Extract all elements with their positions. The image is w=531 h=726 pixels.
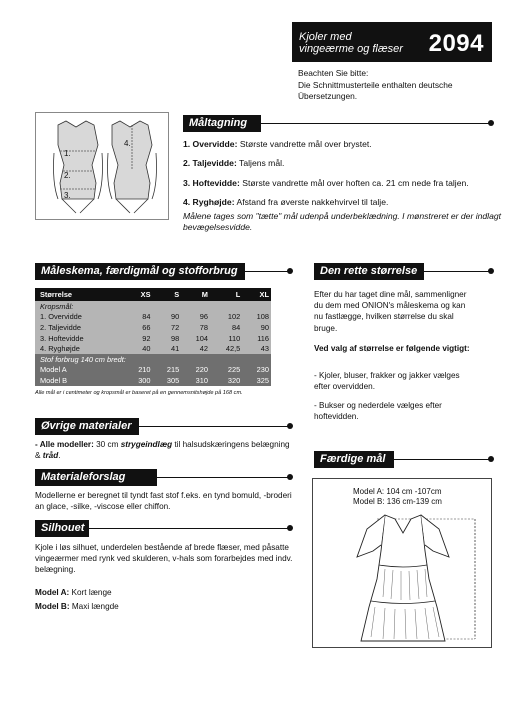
other-materials-text-c: . [58, 451, 61, 461]
silhouette-heading: Silhouet [35, 520, 89, 537]
cell: 310 [195, 375, 208, 385]
cell: 325 [256, 375, 269, 385]
finished-model-b: Model B: 136 cm-139 cm [353, 497, 442, 506]
silhouette-rule [89, 528, 291, 529]
measure-item-2 [183, 158, 284, 169]
pattern-title-line1: Kjoler med [299, 31, 352, 43]
front-label-3: 3. [64, 191, 71, 200]
cell: 210 [138, 365, 151, 375]
silhouette-text: Kjole i løs silhuet, underdelen bestående af brede flæser, med påsatte vingeærmer med rynk ved skulderen, v-hals som forarbejdes med indv. belægning. [35, 543, 293, 575]
finished-measures-rule [394, 459, 492, 460]
cell: 43 [260, 344, 269, 354]
correct-size-heading: Den rette størrelse [314, 263, 424, 280]
measure-item-1 [183, 139, 372, 150]
row-label: 4. Ryghøjde [40, 344, 80, 354]
table-row [35, 312, 271, 323]
other-materials-interfacing: strygeindlæg [120, 440, 173, 449]
german-note-line1: Beachten Sie bitte: [298, 68, 369, 78]
correct-size-dot [488, 268, 494, 274]
correct-size-choice-heading: Ved valg af størrelse er følgende vigtigt: [314, 344, 470, 353]
pattern-number: 2094 [428, 30, 484, 57]
cell: 104 [195, 333, 208, 343]
table-row [35, 333, 271, 344]
cell: 66 [142, 322, 151, 332]
size-table-header [35, 288, 271, 301]
size-col-label: Størrelse [40, 290, 73, 299]
size-col-s: S [174, 290, 180, 299]
size-col-l: L [235, 290, 241, 299]
silhouette-model-b [35, 601, 119, 612]
material-suggestion-dot [287, 474, 293, 480]
size-col-m: M [201, 290, 208, 299]
measure-item-1-label: 1. Overvidde: [183, 139, 238, 149]
other-materials-dot [287, 423, 293, 429]
other-materials-text [35, 439, 290, 461]
body-measurements-label: Kropsmål: [40, 301, 74, 311]
measuring-heading: Måltagning [183, 115, 261, 132]
cell: 110 [228, 333, 241, 343]
size-table [35, 288, 271, 386]
cell: 215 [166, 365, 180, 375]
cell: 220 [195, 365, 208, 375]
table-row [35, 343, 271, 354]
measure-item-4-text: Afstand fra øverste nakkehvirvel til talje. [236, 197, 389, 207]
row-label: Model B [40, 375, 68, 385]
measure-note: Målene tages som "tætte" mål udenpå underbeklædning. I mønstreret er der indlagt bevægelsesvidde. [183, 211, 502, 232]
pattern-title-line2: vingeærme og flæser [299, 43, 403, 55]
cell: 90 [171, 312, 180, 322]
other-materials-rule [139, 426, 291, 427]
silhouette-dot [287, 525, 293, 531]
measure-item-2-label: 2. Taljevidde: [183, 158, 237, 168]
correct-size-intro: Efter du har taget dine mål, sammenligner du dem med ONION's måleskema og kan nu fastlægge, hvilken størrelse du skal bruge. [314, 290, 467, 333]
cell: 84 [142, 312, 151, 322]
finished-measures-dot [488, 456, 494, 462]
table-row [35, 365, 271, 376]
german-note [298, 68, 498, 103]
measure-item-3 [183, 178, 469, 189]
cell: 300 [138, 375, 151, 385]
material-suggestion-heading: Materialeforslag [35, 469, 157, 486]
size-col-xl: XL [259, 290, 269, 299]
front-label-1: 1. [64, 149, 71, 158]
cell: 98 [171, 333, 180, 343]
silhouette-model-a [35, 587, 112, 598]
correct-size-bullet-2: - Bukser og nederdele vælges efter hoftevidden. [314, 401, 442, 422]
material-suggestion-text: Modellerne er beregnet til tyndt fast stof f.eks. en tynd bomuld, -broderi an glace, -silke, -viscose eller chiffon. [35, 491, 292, 512]
cell: 72 [171, 322, 180, 332]
row-label: 3. Hoftevidde [40, 333, 84, 343]
measuring-dot [488, 120, 494, 126]
table-row [35, 322, 271, 333]
correct-size-rule [424, 271, 492, 272]
cell: 320 [227, 375, 241, 385]
german-note-line2: Die Schnittmusterteile enthalten deutsche Übersetzungen. [298, 79, 453, 101]
measure-item-1-text: Største vandrette mål over brystet. [239, 139, 372, 149]
cell: 116 [257, 333, 269, 343]
cell: 90 [260, 322, 269, 332]
cell: 230 [256, 365, 269, 375]
back-label-4: 4. [124, 139, 131, 148]
model-b-label: Model B: [35, 602, 70, 611]
cell: 305 [166, 375, 180, 385]
cell: 102 [227, 312, 241, 322]
cell: 84 [232, 322, 241, 332]
body-measurement-figure [35, 112, 169, 220]
model-b-text: Maxi længde [69, 602, 119, 611]
table-row [35, 375, 271, 386]
dress-drawing [313, 479, 493, 649]
pattern-title [299, 31, 403, 55]
cell: 92 [142, 333, 151, 343]
measure-item-3-label: 3. Hoftevidde: [183, 178, 240, 188]
other-materials-heading: Øvrige materialer [35, 418, 139, 435]
cell: 96 [199, 312, 208, 322]
row-label: Model A [40, 365, 67, 375]
measuring-rule [261, 123, 492, 124]
cell: 78 [199, 322, 208, 332]
table-note: Alle mål er i centimeter og kropsmål er baseret på en gennemsnitshøjde på 168 cm. [35, 390, 243, 396]
measure-item-2-text: Taljens mål. [239, 158, 285, 168]
measure-item-4 [183, 197, 388, 208]
cell: 108 [256, 312, 269, 322]
finished-measures-heading: Færdige mål [314, 451, 394, 468]
other-materials-text-a: 30 cm [93, 440, 121, 449]
model-a-text: Kort længe [69, 588, 112, 597]
other-materials-text-b: til halsudskæringens belægning & [35, 440, 290, 461]
pattern-title-box [292, 22, 492, 62]
measure-item-4-label: 4. Ryghøjde: [183, 197, 235, 207]
mannequin-drawing [36, 113, 170, 221]
size-chart-rule [245, 271, 291, 272]
size-chart-dot [287, 268, 293, 274]
row-label: 2. Taljevidde [40, 322, 81, 332]
measure-item-3-text: Største vandrette mål over hoften ca. 21 cm nede fra taljen. [242, 178, 469, 188]
model-a-label: Model A: [35, 588, 70, 597]
cell: 225 [227, 365, 241, 375]
cell: 42 [199, 344, 208, 354]
cell: 42,5 [225, 344, 241, 354]
cell: 40 [142, 344, 151, 354]
row-label: 1. Overvidde [40, 312, 82, 322]
cell: 41 [171, 344, 180, 354]
other-materials-all-models: - Alle modeller: [35, 440, 94, 449]
material-suggestion-rule [157, 477, 291, 478]
other-materials-thread: tråd [42, 451, 59, 461]
size-chart-heading: Måleskema, færdigmål og stofforbrug [35, 263, 245, 280]
size-col-xs: XS [140, 290, 151, 299]
finished-model-a: Model A: 104 cm -107cm [353, 487, 442, 496]
finished-measures-figure [312, 478, 492, 648]
fabric-usage-label: Stof forbrug 140 cm bredt: [40, 354, 126, 364]
front-label-2: 2. [64, 171, 71, 180]
correct-size-bullet-1: - Kjoler, bluser, frakker og jakker vælges efter overvidden. [314, 371, 460, 392]
